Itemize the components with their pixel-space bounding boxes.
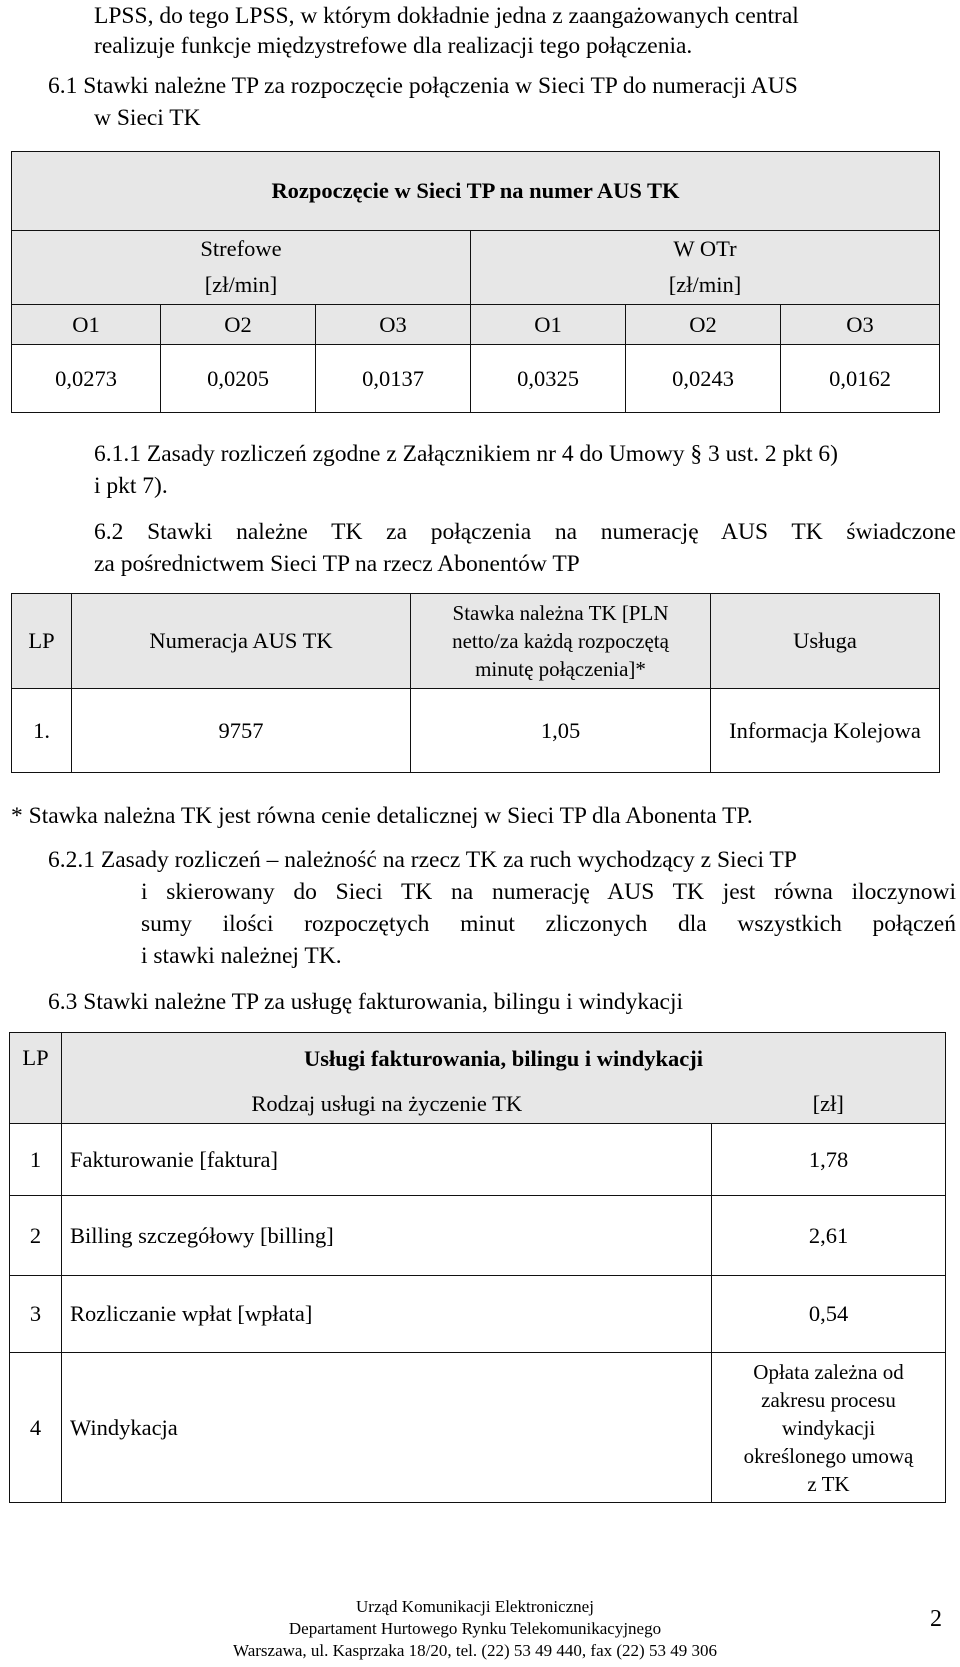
- table2-header-service: Usługa: [711, 594, 940, 689]
- section-6-2-heading-line-1: 6.2 Stawki należne TK za połączenia na numerację AUS TK świadczone: [94, 519, 956, 545]
- section-6-1-heading-line-2: w Sieci TK: [94, 105, 201, 131]
- table3-cell-lp: 2: [10, 1196, 62, 1276]
- table2-cell-rate: 1,05: [411, 689, 711, 773]
- table2-header-lp: LP: [12, 594, 72, 689]
- table1-zone: O1: [471, 305, 626, 345]
- intro-line-2: realizuje funkcje międzystrefowe dla realizacji tego połączenia.: [94, 33, 693, 59]
- table2-header-rate-line: Stawka należna TK [PLN: [452, 601, 669, 625]
- table1-value: 0,0205: [161, 345, 316, 413]
- table3-header-lp: LP: [10, 1033, 62, 1124]
- table1-group-strefowe: Strefowe: [12, 231, 471, 267]
- table2-header-rate-line: minutę połączenia]*: [475, 657, 646, 681]
- page-number: 2: [930, 1606, 942, 1632]
- table1-value: 0,0273: [12, 345, 161, 413]
- table1-title: Rozpoczęcie w Sieci TP na numer AUS TK: [12, 152, 940, 231]
- table3-cell-service: Fakturowanie [faktura]: [62, 1124, 712, 1196]
- section-6-2-1-line-1: 6.2.1 Zasady rozliczeń – należność na rzecz TK za ruch wychodzący z Sieci TP: [48, 847, 797, 873]
- table2-header-rate: [411, 594, 711, 689]
- table1-value: 0,0162: [781, 345, 940, 413]
- table3-cell-lp: 1: [10, 1124, 62, 1196]
- table3-cell-value: [712, 1353, 946, 1503]
- footer-line-2: Departament Hurtowego Rynku Telekomunikacyjnego: [288, 1619, 662, 1638]
- table1-value: 0,0243: [626, 345, 781, 413]
- table3-cell-lp: 4: [10, 1353, 62, 1503]
- table3-cell-value: 0,54: [712, 1276, 946, 1353]
- table3-cell-service: Rozliczanie wpłat [wpłata]: [62, 1276, 712, 1353]
- section-6-3-heading: 6.3 Stawki należne TP za usługę fakturowania, bilingu i windykacji: [48, 989, 684, 1015]
- billing-services-table: [9, 1032, 946, 1503]
- table1-zone: O3: [316, 305, 471, 345]
- table3-cell-service: Windykacja: [62, 1353, 712, 1503]
- table3-cell-value-line: windykacji: [781, 1415, 876, 1440]
- table3-cell-service: Billing szczegółowy [billing]: [62, 1196, 712, 1276]
- footnote: * Stawka należna TK jest równa cenie detalicznej w Sieci TP dla Abonenta TP.: [11, 803, 753, 829]
- table3-cell-value: 2,61: [712, 1196, 946, 1276]
- table2-cell-lp: 1.: [12, 689, 72, 773]
- table3-cell-lp: 3: [10, 1276, 62, 1353]
- table1-value: 0,0137: [316, 345, 471, 413]
- table2-header-rate-line: netto/za każdą rozpoczętą: [452, 629, 669, 653]
- table3-cell-value-line: określonego umową: [743, 1443, 914, 1468]
- table1-value: 0,0325: [471, 345, 626, 413]
- table2-cell-service: Informacja Kolejowa: [711, 689, 940, 773]
- table3-title: Usługi fakturowania, bilingu i windykacji: [62, 1033, 946, 1086]
- table1-zone: O1: [12, 305, 161, 345]
- table1-group-wotr: W OTr: [471, 231, 940, 267]
- section-6-1-1-line-1: 6.1.1 Zasady rozliczeń zgodne z Załącznikiem nr 4 do Umowy § 3 ust. 2 pkt 6): [94, 441, 838, 467]
- table1-unit-wotr: [zł/min]: [471, 267, 940, 305]
- rates-table-tp: [11, 151, 940, 413]
- table2-cell-numeration: 9757: [72, 689, 411, 773]
- rates-table-tk: [11, 593, 940, 773]
- footer-line-1: Urząd Komunikacji Elektronicznej: [356, 1597, 594, 1616]
- section-6-2-1-line-3: sumy ilości rozpoczętych minut zliczonych dla wszystkich połączeń: [141, 911, 956, 937]
- footer-line-3: Warszawa, ul. Kasprzaka 18/20, tel. (22) 53 49 440, fax (22) 53 49 306: [233, 1641, 717, 1660]
- table3-cell-value-line: Opłata zależna od: [753, 1359, 904, 1384]
- table3-header-unit: [zł]: [712, 1086, 946, 1124]
- section-6-1-1-line-2: i pkt 7).: [94, 473, 168, 499]
- table1-zone: O2: [626, 305, 781, 345]
- intro-line-1: LPSS, do tego LPSS, w którym dokładnie jedna z zaangażowanych central: [94, 3, 799, 29]
- footer: [150, 1596, 800, 1662]
- table2-header-numeration: Numeracja AUS TK: [72, 594, 411, 689]
- section-6-2-heading-line-2: za pośrednictwem Sieci TP na rzecz Abonentów TP: [94, 551, 580, 577]
- table3-cell-value: 1,78: [712, 1124, 946, 1196]
- table3-cell-value-line: z TK: [807, 1471, 850, 1496]
- table3-cell-value-line: zakresu procesu: [761, 1387, 896, 1412]
- table1-unit-strefowe: [zł/min]: [12, 267, 471, 305]
- table1-zone: O2: [161, 305, 316, 345]
- table1-zone: O3: [781, 305, 940, 345]
- section-6-1-heading-line-1: 6.1 Stawki należne TP za rozpoczęcie połączenia w Sieci TP do numeracji AUS: [48, 73, 798, 99]
- section-6-2-1-line-4: i stawki należnej TK.: [141, 943, 342, 969]
- table3-header-type: Rodzaj usługi na życzenie TK: [62, 1086, 712, 1124]
- section-6-2-1-line-2: i skierowany do Sieci TK na numerację AUS TK jest równa iloczynowi: [141, 879, 956, 905]
